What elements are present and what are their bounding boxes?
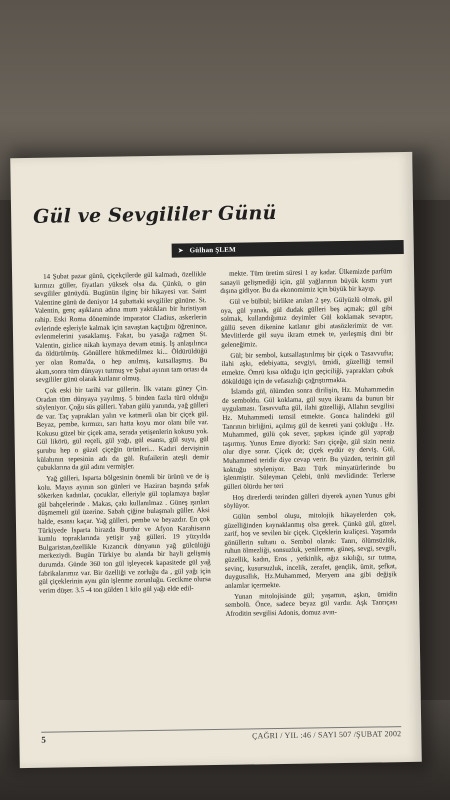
author-byline-bar <box>172 240 404 258</box>
paragraph: Gül; bir sembol, kutsallaştırılmış bir çiçek o Tasavvufta; ilahi aşkı, edebiyatta, sevgiyi, ümidi, güzelliği temsil etmekte. Ömrü kısa olduğu için geçiciliği, yaprakları çabuk döküldüğü için de vefasızlığı çağrıştırmakta. <box>221 348 394 386</box>
text-column-right <box>220 267 399 714</box>
author-name: Gülhan ŞLEM <box>189 245 236 255</box>
paragraph: Gülün sembol oluşu, mitolojik hikayelerden çok, güzelliğinden kaynaklanmış olsa gerek. Çünkü gül, güzel, zarif, hoş ve sevilen bir çiçek. Çiçeklerin kraliçesi. Yaşamda gönüllerin sultanı o. Sembol olarak: Tanrı, ölümsüzlük, ruhun ölmezliği, sonsuzluk, yenilenme, güneş, sevgi, sevgili, güzellik, kadın, Eros , yetkinlik, ağız sıkılığı, sır tutma, sevinç, kusursuzluk, incelik, zerafet, gençlik, ümit, şefkat, duygusallık, Hz.Muhammed, Meryem ana gibi değişik anlamlar içermekte. <box>223 510 397 590</box>
arrow-icon: ➤ <box>177 246 184 255</box>
page-number: 5 <box>41 734 46 745</box>
issue-info: ÇAĞRI / YIL :46 / SAYI 507 /ŞUBAT 2002 <box>252 729 402 741</box>
paragraph: Çok eski bir tarihi var güllerin. İlk vatanı güney Çin. Oradan tüm dünyaya yayılmış. 5 binden fazla türü olduğu söyleniyor. Çoğu süs gülleri. Yaban gülü yanında, yağ gülleri de var. Taç yaprakları yalın ve katmerli olan bir çiçek gül. Beyaz, pembe, kırmızı, sarı hatta koyu mor olanı bile var. Kokusu güzel bir çiçek ama, serada yetişenlerin kokusu yok. Gül likörü, gül reçeli, gül yağı, gül esansı, gül suyu, gül şurubu hep o güzel çiçeğin ürünleri... Kadıri dervişinin külahının tepesinin adı da gül. Rufailerin ateşli demir çubuklarına da gül adını vermişler. <box>35 384 210 473</box>
page-footer <box>41 726 401 747</box>
paragraph: Yunan mitolojisinde gül; yaşamın, aşkın, ümidin sembolü. Önce, sadece beyaz gül vardır. Aşk Tanrıçası Afroditin sevgilisi Adonis, domuz avın- <box>225 589 398 618</box>
paragraph: İslamda gül, ölümden sonra dirilişin, Hz. Muhammedin de semboldu. Gül koklama, gül suyu ikramı da bunun bir uygulaması. Tasavvufta gül, ilahi güzelliği, Allahın sevgilisi Hz. Muhammedi temsil etmekte. Gonca halindeki gül Tanrının birliğini, açılmış gül de kesreti yani çokluğu . Hz. Muhammed, gülü çok sever, şapkası içinde gül yaprağı taşırmış. Yunus Emre diyorki: Sarı çiçeğe, gül sizin neniz olur diye sorar. Çiçek de; çiçek eydür ey derviş. Gül, Muhammed teridir diye cevap verir. Bu yüzden, terinin gül koktuğu söyleniyor. Bazı Türk minyatürlerinde bu işlenmiştir. Süleyman Çelebi, ünlü mevlidinde: Terlerse gülleri ölürdu her teri <box>222 385 396 491</box>
paragraph: 14 Şubat pazar günü, çiçekçilerde gül kalmadı, özellikle kırmızı güller, fiyatları yüksek olsa da. Çünkü, o gün sevgililer günüydü. Bugünün ilginç bir hikayesi var. Saint Valentine günü de deniyor 14 şubattaki sevgililer gününe. St. Valentin, genç aşıkların adına mum yaktıkları bir hıristiyan rahip. Eski Roma döneminde imparator Cladius, askerlerin evlerinde eşleriyle kalmak için savaştan kaçtığını öğrenince, evlenmelerini yasaklamış. Fakat, bu yasağa rağmen St. Valentin, gizlice nikah kıymaya devam etmiş. İş anlaşılınca da öldürülmüş. Gönüllere hükmedilmez ki... Öldürüldüğü yer olan Roma'da, o hep anılmış, kutsallaşmış. Bu akım,sonra tüm dünyayı tutmuş ve Şubat ayının tam ortası da sevgililer günü olarak kutlanır olmuş. <box>34 270 208 384</box>
paragraph: Gül ve bülbül; birlikte anılan 2 şey. Gülyüzlü olmak, gül oya, gül yanak, gül dudak gülleri beş açmak; gül gibi solmak, kullandığımız deyimler Gül koklamak sevaptır, güllü seven dikenine katlanır gibi atasözlerimiz de var. Mevlitlerde gül suyu ikram etmek te, yerleşmiş dini bir geleneğimiz. <box>220 295 394 349</box>
text-column-left <box>34 270 213 717</box>
article-title: Gül ve Sevgililer Günü <box>32 202 277 228</box>
paragraph: Yağ gülleri, Isparta bölgesinin önemli bir ürünü ve de iş kolu. Mayıs ayının son günleri ve Haziran başında şafak sökerken kadınlar, çocuklar, elleriyle gül toplamaya başlar gül bahçelerinde . Makas, çakı kullanılmaz . Güneş ışınları düşmemeli gül üzerine. Sabah çiğine bulaşmalı güller. Aksi halde, esansı kaçar. Yağ gülleri, pembe ve beyazdır. En çok Türkiyede Isparta birazda Burdur ve Afyon Karahisarın kumlu topraklarında yetişir yağ gülleri. 19 yüzyılda Bulgaristan,özellikle Kızancık dünyanın yağ gülcülüğü merkeziydi. Bugün Türkiye bu alanda bir hayli gelişmiş durumda. Günde 360 ton gül işleyecek kapasitede gül yağ fabrikalarımız var. Bir özelliği ve zorluğu da , gül yağı için gül çiçeklerinin aynı gün işlenme zorunluğu. Gecikme olursa verim düşer. 3.5 -4 ton gülden 1 kilo gül yağı elde edil- <box>37 472 211 595</box>
paragraph: mekte. Tüm üretim süresi 1 ay kadar. Ülkemizde parfüm sanayii gelişmediği için, gül yağlarının büyük kısmı yurt dışına gidiyor. Bu da ekonomimiz için büyük bir kayıp. <box>220 267 393 296</box>
magazine-page <box>10 152 422 768</box>
paragraph: Hoş direrlerdi terinden gülleri diyerek aynen Yunus gibi söylüyor. <box>223 490 396 511</box>
